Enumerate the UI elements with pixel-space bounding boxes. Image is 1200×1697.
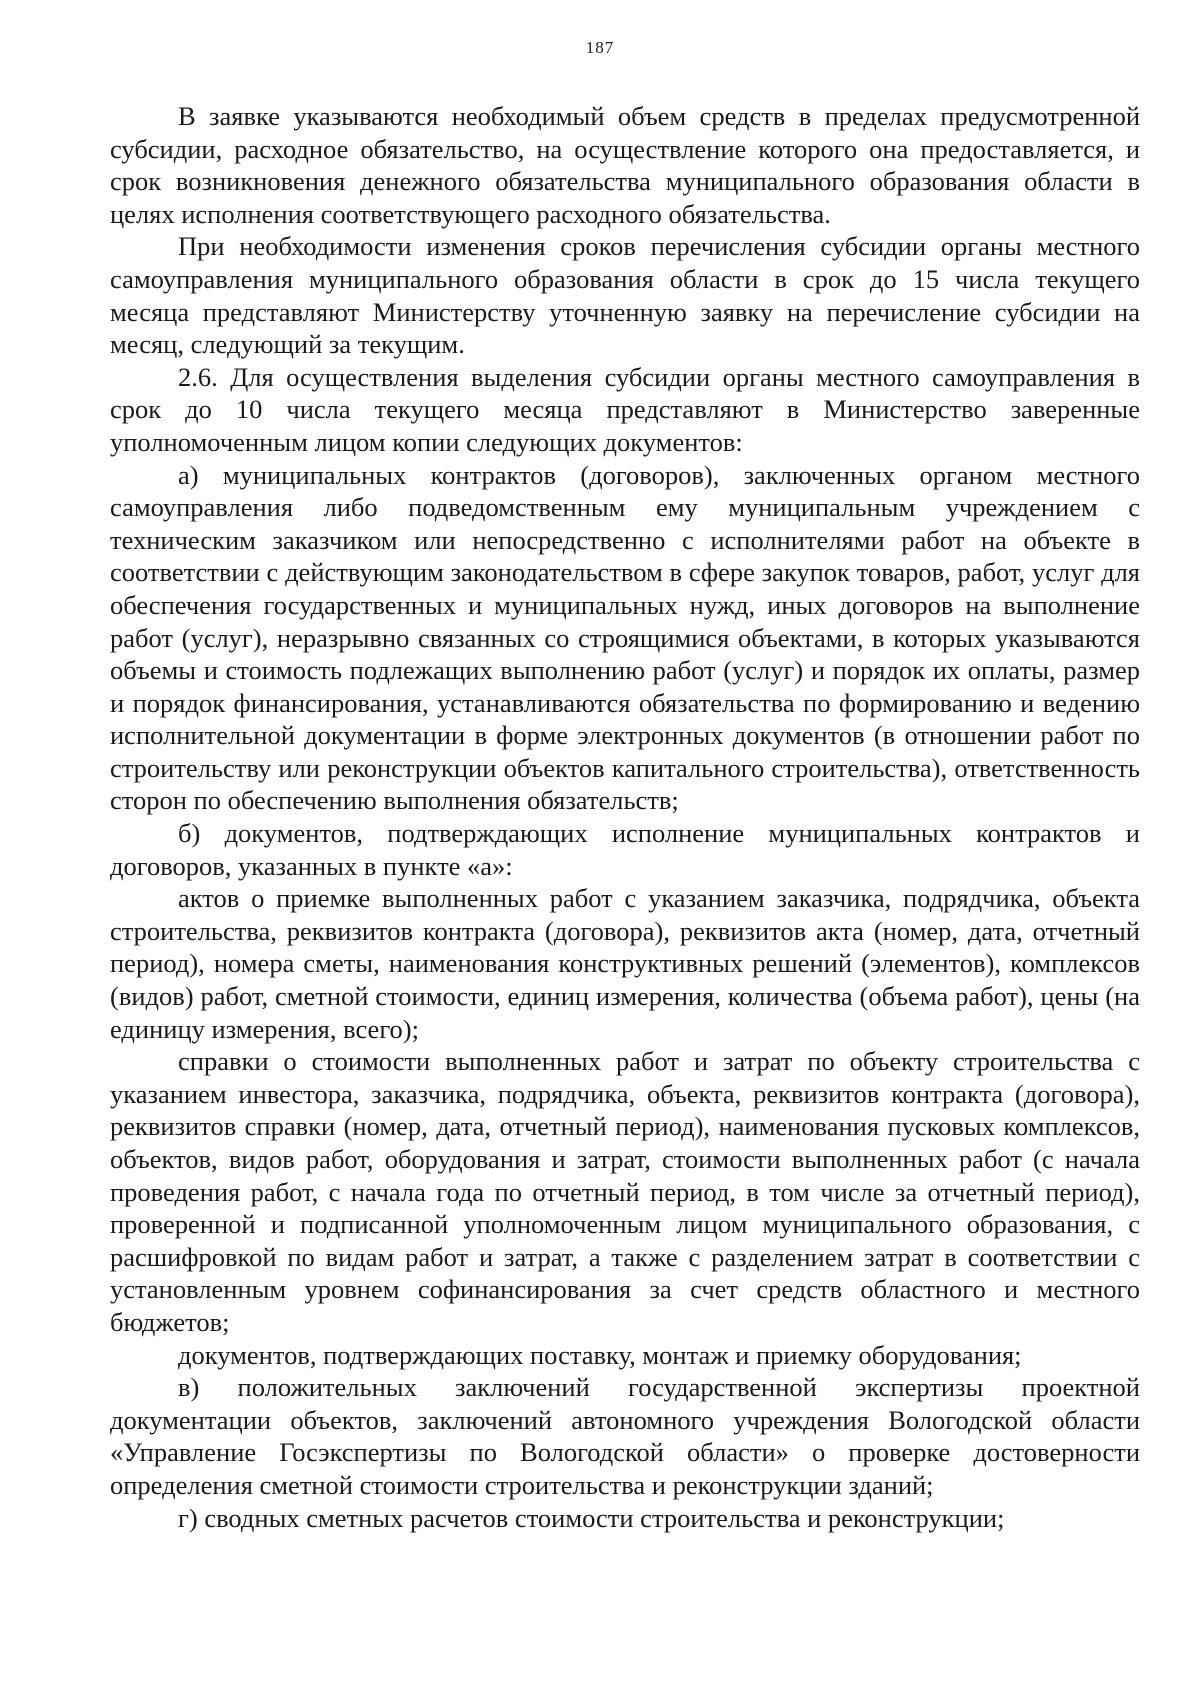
paragraph-equipment-docs: документов, подтверждающих поставку, монтаж и приемку оборудования; bbox=[178, 1339, 1022, 1370]
paragraph-term-change: При необходимости изменения сроков перечисления субсидии органы местного самоуправления муниципального образования области в срок до 15 числа текущего месяца представляют Министерству уточненную заявку на перечисление субсидии на месяц, следующий за текущим. bbox=[110, 231, 1140, 360]
paragraph-acts: актов о приемке выполненных работ с указанием заказчика, подрядчика, объекта строительства, реквизитов контракта (договора), реквизитов акта (номер, дата, отчетный период), номера сметы, наименования конструктивных решений (элементов), комплексов (видов) работ, сметной стоимости, единиц измерения, количества (объема работ), цены (на единицу измерения, всего); bbox=[110, 883, 1140, 1044]
paragraph-cost-certificate: справки о стоимости выполненных работ и затрат по объекту строительства с указанием инвестора, заказчика, подрядчика, объекта, реквизитов контракта (договора), реквизитов справки (номер, дата, отчетный период), наименования пусковых комплексов, объектов, видов работ, оборудования и затрат, стоимости выполненных работ (с начала проведения работ, с начала года по отчетный период, в том числе за отчетный период), проверенной и подписанной уполномоченным лицом муниципального образования, с расшифровкой по видам работ и затрат, а также с разделением затрат в соответствии с установленным уровнем софинансирования за счет средств областного и местного бюджетов; bbox=[110, 1046, 1140, 1337]
paragraph-section-2-6: 2.6. Для осуществления выделения субсидии органы местного самоуправления в срок до 10 числа текущего месяца представляют в Министерство заверенные уполномоченным лицом копии следующих документов: bbox=[110, 361, 1140, 457]
paragraph-item-a: а) муниципальных контрактов (договоров), заключенных органом местного самоуправления либо подведомственным ему муниципальным учреждением с техническим заказчиком или непосредственно с исполнителями работ на объекте в соответствии с действующим законодательством в сфере закупок товаров, работ, услуг для обеспечения государственных и муниципальных нужд, иных договоров на выполнение работ (услуг), неразрывно связанных со строящимися объектами, в которых указываются объемы и стоимость подлежащих выполнению работ (услуг) и порядок их оплаты, размер и порядок финансирования, устанавливаются обязательства по формированию и ведению исполнительной документации в форме электронных документов (в отношении работ по строительству или реконструкции объектов капитального строительства), ответственность сторон по обеспечению выполнения обязательств; bbox=[110, 459, 1140, 816]
paragraph-application-content: В заявке указываются необходимый объем средств в пределах предусмотренной субсидии, расходное обязательство, на осуществление которого она предоставляется, и срок возникновения денежного обязательства муниципального образования области в целях исполнения соответствующего расходного обязательства. bbox=[110, 101, 1140, 229]
paragraph-item-b: б) документов, подтверждающих исполнение муниципальных контрактов и договоров, указанных в пункте «а»: bbox=[110, 818, 1140, 881]
paragraph-item-v: в) положительных заключений государственной экспертизы проектной документации объектов, заключений автономного учреждения Вологодской области «Управление Госэкспертизы по Вологодской области» о проверке достоверности определения сметной стоимости строительства и реконструкции зданий; bbox=[110, 1372, 1140, 1500]
document-body bbox=[110, 100, 1140, 1534]
page-number: 187 bbox=[585, 38, 615, 57]
paragraph-item-g: г) сводных сметных расчетов стоимости строительства и реконструкции; bbox=[178, 1502, 1005, 1533]
